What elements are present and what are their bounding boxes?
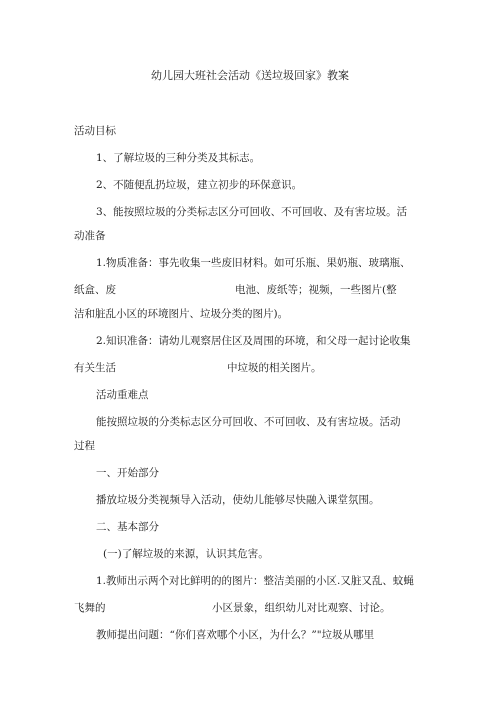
- step-1-line-1: 1.教师出示两个对比鲜明的的图片：整洁美丽的小区.又脏又乱、蚊蝇: [96, 575, 414, 587]
- section-heading-key-points: 活动重难点: [96, 389, 149, 401]
- prep-item-1-line-2-end: 电池、废纸等；视频，一些图片(整: [235, 284, 397, 296]
- sub-heading-1: (一)了解垃圾的来源，认识其危害。: [103, 548, 269, 560]
- prep-item-2-line-2-start: 有关生活: [74, 362, 116, 374]
- prep-item-1-line-2: [74, 283, 116, 297]
- question-line: 教师提出问题：“你们喜欢哪个小区，为什么？”"垃圾从哪里: [96, 629, 375, 641]
- part-heading-start: 一、开始部分: [96, 467, 159, 479]
- document-title: 幼儿园大班社会活动《送垃圾回家》教案: [151, 69, 349, 82]
- goal-item-1: 1、了解垃圾的三种分类及其标志。: [96, 152, 261, 164]
- prep-item-2-line-1: 2.知识准备：请幼儿观察居住区及周围的环境，和父母一起讨论收集: [96, 335, 411, 347]
- prep-item-2-line-2-end: 中垃圾的相关图片。: [227, 362, 322, 374]
- part-heading-basic: 二、基本部分: [96, 521, 159, 533]
- prep-item-1-line-2-start: 纸盒、废: [74, 284, 116, 296]
- key-points-line-1: 能按照垃圾的分类标志区分可回收、不可回收、及有害垃圾。活动: [96, 416, 401, 428]
- part-start-body: 播放垃圾分类视频导入活动，使幼儿能够尽快融入课堂氛围。: [96, 494, 380, 506]
- key-points-line-2: 过程: [74, 440, 95, 452]
- goal-item-3-line-1: 3、能按照垃圾的分类标志区分可回收、不可回收、及有害垃圾。活: [96, 206, 408, 218]
- section-heading-goals: 活动目标: [74, 125, 116, 137]
- step-1-line-2-end: 小区景象，组织幼儿对比观察、讨论。: [212, 602, 391, 614]
- goal-item-3-line-2: 动准备: [74, 230, 106, 242]
- prep-item-1-line-1: 1.物质准备：事先收集一些废旧材料。如可乐瓶、果奶瓶、玻璃瓶、: [96, 257, 411, 269]
- goal-item-2: 2、不随便乱扔垃圾，建立初步的环保意识。: [96, 179, 303, 191]
- prep-item-1-line-3: 洁和脏乱小区的环境图片、垃圾分类的图片)。: [74, 308, 289, 320]
- step-1-line-2-start: 飞舞的: [74, 602, 106, 614]
